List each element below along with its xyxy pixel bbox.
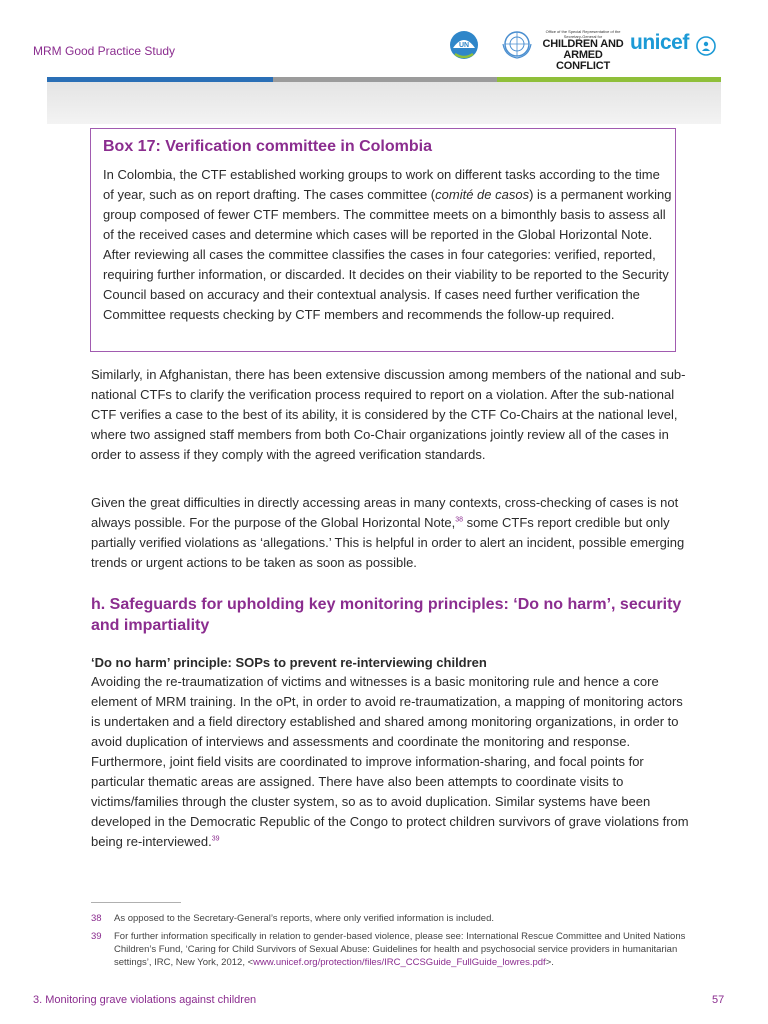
footnote-number: 39 [91, 931, 102, 942]
footnote-ref-39[interactable]: 39 [211, 835, 220, 843]
partner-logos [449, 28, 739, 72]
footnote-link[interactable]: www.unicef.org/protection/files/IRC_CCSGuide_FullGuide_lowres.pdf [253, 957, 546, 968]
svg-text:UN: UN [458, 42, 470, 49]
unicef-logo-text: unicef [630, 31, 689, 54]
box-body [103, 165, 673, 325]
header-gray-band [47, 82, 721, 124]
box-body-text-2: ) is a permanent working group composed of fewer CTF members. The committee meets on a bimonthly basis to assess all of the received cases and determine which cases will be reported in the Global Horizontal Note. After reviewing all cases the committee classifies the cases in four categories: verified, reported, requiring further information, or discarded. It decides on their viability to be reported to the Security Council based on accuracy and their contextual analysis. If cases need further verification the Committee requests checking by CTF members and recommends the follow-up required. [103, 187, 672, 322]
running-header: MRM Good Practice Study [33, 44, 176, 58]
unicef-emblem-icon [696, 36, 716, 56]
paragraph-text: Given the great difficulties in directly accessing areas in many contexts, cross-checking of cases is not always possible. For the purpose of the Global Horizontal Note, [91, 495, 679, 530]
un-emblem-icon [501, 28, 533, 60]
box-body-italic: comité de casos [435, 187, 530, 202]
un-peacekeeping-logo-icon [449, 28, 479, 62]
paragraph-text: some CTFs report credible but only partially verified violations as ‘allegations.’ This is helpful in order to alert an incident, possible emerging trends or urgent actions to be taken as soon as possible. [91, 515, 685, 570]
caac-logo [539, 30, 627, 72]
footnote-39 [91, 930, 691, 969]
footnote-text: For further information specifically in relation to gender-based violence, please see: International Rescue Committee and United Nations Children’s Fund, ‘Caring for Child Survivors of Sexual Abuse: Guidelines for health and psychosocial service providers in humanitarian settings’, IRC, New York, 2012, < [114, 931, 686, 968]
paragraph-text: Avoiding the re-traumatization of victims and witnesses is a basic monitoring rule and hence a core element of MRM training. In the oPt, in order to avoid re-traumatization, a mapping of monitoring actors is undertaken and a field directory established and shared among monitoring organizations, in order to avoid duplication of interviews and assessments and coordinate the monitoring and response. Furthermore, joint field visits are coordinated to improve information-sharing, and focal points for particular thematic areas are assigned. There have also been attempts to coordinate visits to victims/families through the cluster system, so as to avoid duplication. Similar systems have been developed in the Democratic Republic of the Congo to protect children survivors of grave violations from being re-interviewed. [91, 674, 689, 849]
footnote-number: 38 [91, 913, 102, 924]
footnote-text: As opposed to the Secretary-General’s reports, where only verified information is included. [114, 913, 495, 924]
paragraph-afghanistan: Similarly, in Afghanistan, there has been extensive discussion among members of the national and sub-national CTFs to clarify the verification process required to report on a violation. After the sub-national CTF verifies a case to the best of its ability, it is considered by the CTF Co-Chairs at the national level, where two assigned staff members from both Co-Chair organizations jointly review all of the cases in order to assess if they comply with the agreed verification standards. [91, 367, 686, 462]
section-heading: h. Safeguards for upholding key monitoring principles: ‘Do no harm’, security and impartiality [91, 596, 682, 634]
box-17 [90, 128, 676, 352]
paragraph-cross-checking [91, 493, 691, 573]
page-number: 57 [712, 994, 725, 1006]
sub-heading: ‘Do no harm’ principle: SOPs to prevent re-interviewing children [91, 655, 487, 670]
footer-chapter: 3. Monitoring grave violations against children [33, 994, 257, 1006]
box-body-text-1: In Colombia, the CTF established working groups to work on different tasks according to the time of year, such as on report drafting. The cases committee ( [103, 167, 660, 202]
footnote-text-end: >. [545, 957, 554, 968]
caac-logo-line2: ARMED CONFLICT [555, 49, 610, 72]
footnote-38 [91, 912, 691, 925]
footnote-divider [91, 902, 181, 903]
caac-logo-small-text: Office of the Special Representative of the Secretary-General for [545, 29, 621, 39]
footnote-ref-38[interactable]: 38 [455, 516, 463, 524]
footnote-text-block [114, 930, 691, 969]
paragraph-do-no-harm [91, 672, 691, 852]
caac-logo-line1: CHILDREN AND [542, 38, 624, 50]
box-title: Box 17: Verification committee in Colombia [103, 138, 432, 155]
